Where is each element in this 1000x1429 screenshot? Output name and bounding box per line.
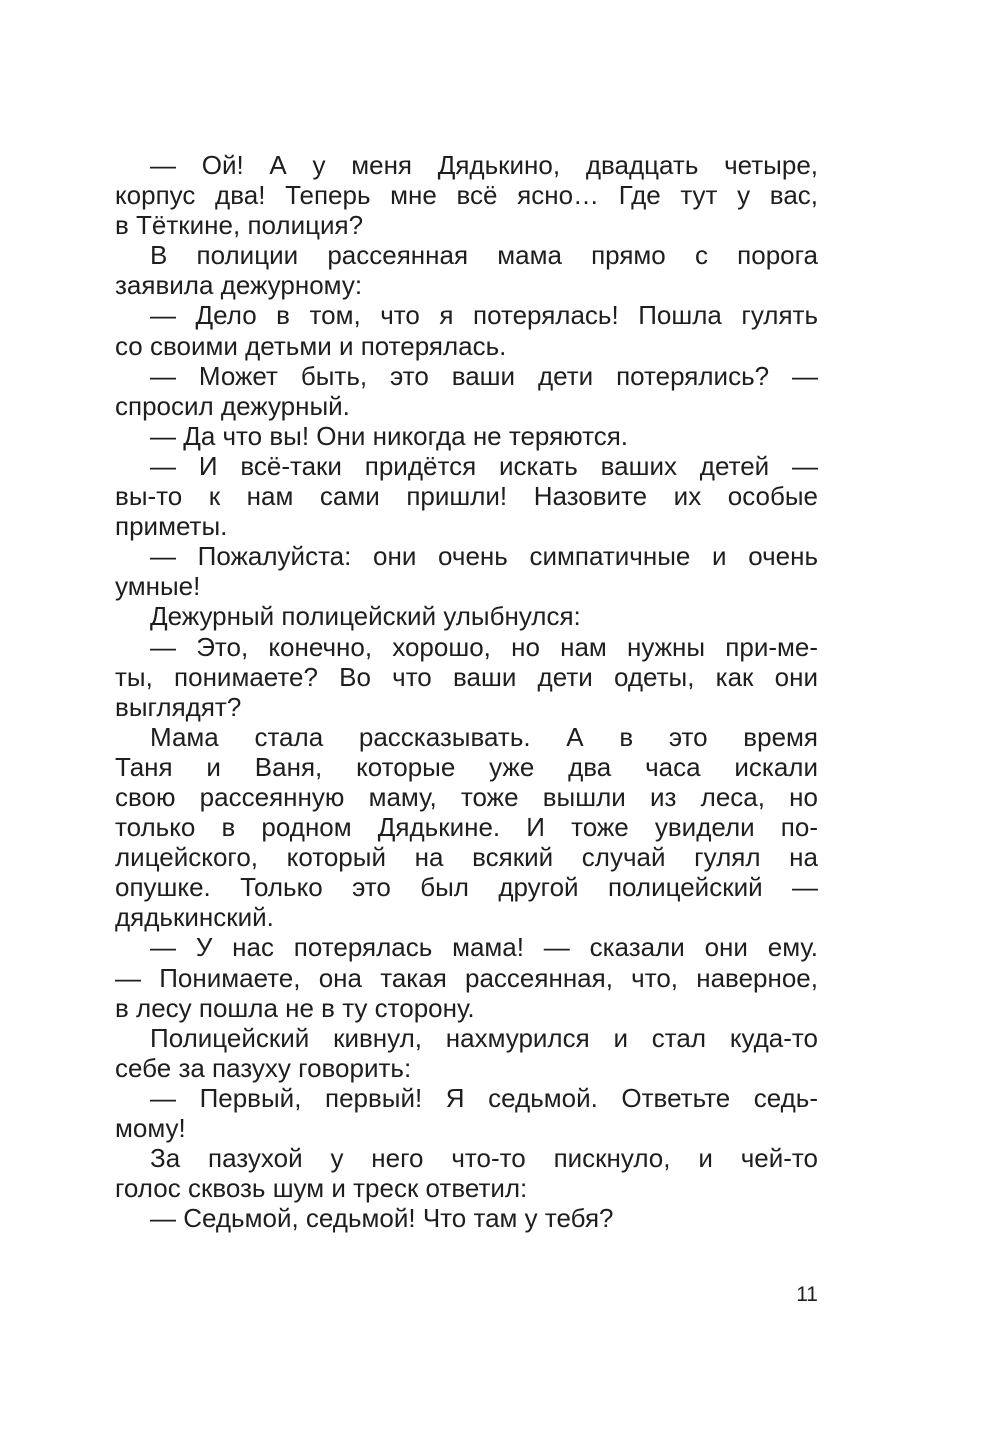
text-line: корпус два! Теперь мне всё ясно… Где тут у вас, bbox=[115, 180, 818, 211]
text-line: голос сквозь шум и треск ответил: bbox=[115, 1173, 528, 1204]
text-line: — Может быть, это ваши дети потерялись? — bbox=[150, 360, 818, 391]
text-line: — Седьмой, седьмой! Что там у тебя? bbox=[150, 1203, 614, 1234]
text-line: со своими детьми и потерялась. bbox=[115, 330, 507, 361]
text-line: выглядят? bbox=[115, 691, 242, 722]
text-line: — Дело в том, что я потерялась! Пошла гулять bbox=[150, 300, 818, 331]
text-line: В полиции рассеянная мама прямо с порога bbox=[150, 240, 818, 271]
text-line: свою рассеянную маму, тоже вышли из леса, но bbox=[115, 781, 818, 812]
text-line: себе за пазуху говорить: bbox=[115, 1052, 412, 1083]
text-line: За пазухой у него что-то пискнуло, и чей-то bbox=[150, 1143, 818, 1174]
text-line: — Пожалуйста: они очень симпатичные и очень bbox=[150, 541, 818, 572]
text-line: умные! bbox=[115, 571, 201, 602]
text-line: ты, понимаете? Во что ваши дети одеты, как они bbox=[115, 661, 818, 692]
text-line: — И всё-таки придётся искать ваших детей — bbox=[150, 450, 818, 481]
text-line: спросил дежурный. bbox=[115, 390, 350, 421]
text-line: — Понимаете, она такая рассеянная, что, наверное, bbox=[115, 962, 818, 993]
text-line: Таня и Ваня, которые уже два часа искали bbox=[115, 751, 818, 782]
text-line: мому! bbox=[115, 1113, 186, 1143]
text-line: лицейского, который на всякий случай гулял на bbox=[115, 842, 818, 873]
text-line: Мама стала рассказывать. А в это время bbox=[150, 721, 818, 752]
text-line: приметы. bbox=[115, 511, 228, 542]
text-line: — Первый, первый! Я седьмой. Ответьте седь- bbox=[150, 1082, 818, 1113]
text-line: заявила дежурному: bbox=[115, 270, 363, 301]
text-line: Дежурный полицейский улыбнулся: bbox=[150, 601, 581, 632]
text-line: — Да что вы! Они никогда не теряются. bbox=[150, 420, 629, 451]
text-line: — Ой! А у меня Дядькино, двадцать четыре, bbox=[150, 150, 818, 180]
text-line: вы-то к нам сами пришли! Назовите их особые bbox=[115, 481, 818, 512]
text-line: только в родном Дядькине. И тоже увидели по- bbox=[115, 812, 818, 843]
text-line: Полицейский кивнул, нахмурился и стал куда-то bbox=[150, 1022, 818, 1053]
text-line: — Это, конечно, хорошо, но нам нужны при-ме- bbox=[150, 631, 818, 662]
page-text bbox=[115, 150, 818, 1233]
text-line: — У нас потерялась мама! — сказали они ему. bbox=[150, 932, 818, 963]
page-number: 11 bbox=[796, 1283, 818, 1306]
text-line: в Тёткине, полиция? bbox=[115, 210, 364, 241]
text-line: опушке. Только это был другой полицейский — bbox=[115, 872, 818, 903]
text-line: в лесу пошла не в ту сторону. bbox=[115, 992, 475, 1023]
text-line: дядькинский. bbox=[115, 902, 274, 933]
